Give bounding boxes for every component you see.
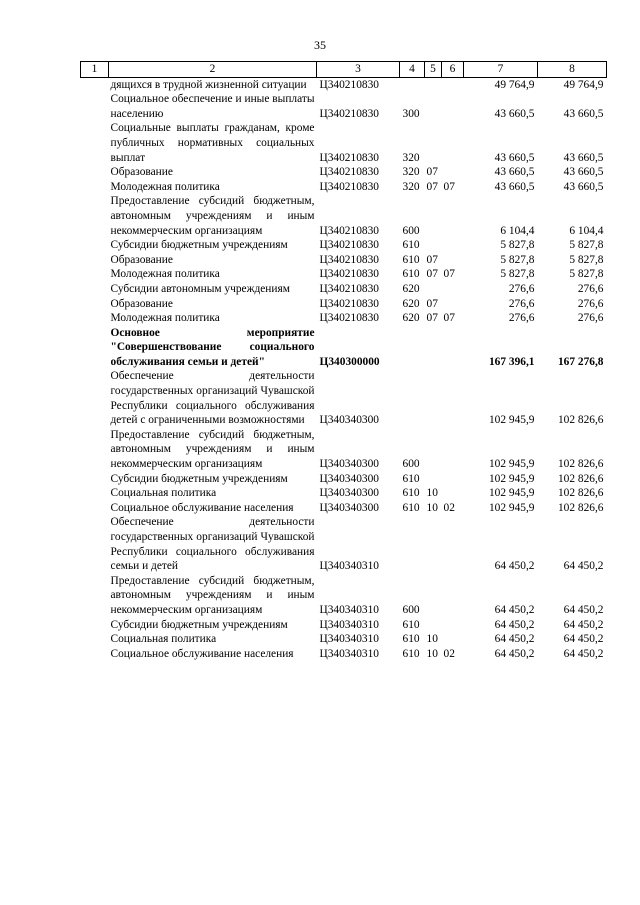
row-value-col8-cell: 43 660,5 <box>563 166 604 179</box>
row-name-cell: Молодежная политика <box>110 312 220 325</box>
table-row <box>81 472 607 487</box>
row-code-cell: Ц340210830 <box>319 268 379 281</box>
row-section-cell: 07 <box>426 268 438 281</box>
row-value-col8-cell: 5 827,8 <box>569 268 604 281</box>
row-number-cell <box>81 165 109 180</box>
col-header-5: 5 <box>425 62 442 78</box>
row-value-col7-cell: 64 450,2 <box>494 647 535 660</box>
row-value-col8-cell: 43 660,5 <box>563 180 604 193</box>
row-value-col8-cell: 276,6 <box>577 297 604 310</box>
row-number-cell <box>81 618 109 633</box>
row-subsection-cell <box>442 486 464 501</box>
row-number-cell <box>81 267 109 282</box>
row-name-cell: Образование <box>110 166 173 179</box>
row-value-col7-cell: 5 827,8 <box>500 253 535 266</box>
row-name-cell: Образование <box>110 253 173 266</box>
row-type-cell: 610 <box>402 239 420 252</box>
row-subsection-cell <box>442 238 464 253</box>
row-number-cell <box>81 77 109 92</box>
row-section-cell: 07 <box>426 297 438 310</box>
row-value-col8-cell: 64 450,2 <box>563 603 604 616</box>
table-row <box>81 121 607 165</box>
row-section-cell <box>425 194 442 238</box>
row-number-cell <box>81 121 109 165</box>
table-row <box>81 515 607 573</box>
row-code-cell: Ц340210830 <box>319 239 379 252</box>
row-number-cell <box>81 180 109 195</box>
row-value-col7-cell: 276,6 <box>508 297 535 310</box>
row-code-cell: Ц340210830 <box>319 312 379 325</box>
row-number-cell <box>81 194 109 238</box>
row-name-cell: Предоставление субсидий бюджетным, автономным учреждениям и иным некоммерческим организациям <box>110 574 315 616</box>
row-value-col8-cell: 6 104,4 <box>569 224 604 237</box>
row-type-cell: 320 <box>402 166 420 179</box>
row-value-col7-cell: 43 660,5 <box>494 166 535 179</box>
row-type-cell <box>400 326 425 370</box>
row-subsection-cell <box>442 574 464 618</box>
row-value-col7-cell: 102 945,9 <box>488 414 535 427</box>
row-name-cell: Предоставление субсидий бюджетным, автономным учреждениям и иным некоммерческим организациям <box>110 195 315 237</box>
row-value-col7-cell: 43 660,5 <box>494 180 535 193</box>
row-value-col7-cell: 64 450,2 <box>494 633 535 646</box>
col-header-3: 3 <box>317 62 400 78</box>
row-code-cell: Ц340340300 <box>319 472 379 485</box>
row-name-cell: Основное мероприятие "Совершенствование социального обслуживания семьи и детей" <box>110 326 315 368</box>
table-row <box>81 369 607 427</box>
row-name-cell: Социальное обслуживание населения <box>110 501 294 514</box>
row-type-cell: 610 <box>402 472 420 485</box>
row-code-cell: Ц340210830 <box>319 253 379 266</box>
row-number-cell <box>81 486 109 501</box>
row-value-col7-cell: 6 104,4 <box>500 224 535 237</box>
row-name-cell: Субсидии бюджетным учреждениям <box>110 618 288 631</box>
row-subsection-cell <box>442 297 464 312</box>
row-number-cell <box>81 297 109 312</box>
row-type-cell <box>400 369 425 427</box>
table-row <box>81 238 607 253</box>
row-number-cell <box>81 574 109 618</box>
row-code-cell: Ц340340310 <box>319 647 379 660</box>
row-code-cell: Ц340340300 <box>319 487 379 500</box>
row-code-cell: Ц340210830 <box>319 224 379 237</box>
row-section-cell <box>425 428 442 472</box>
row-value-col7-cell: 49 764,9 <box>494 78 535 91</box>
row-name-cell: Предоставление субсидий бюджетным, автономным учреждениям и иным некоммерческим организациям <box>110 428 315 471</box>
row-value-col8-cell: 64 450,2 <box>563 618 604 631</box>
page-number: 35 <box>314 38 326 52</box>
row-section-cell: 07 <box>426 253 438 266</box>
row-section-cell <box>425 77 442 92</box>
row-value-col7-cell: 43 660,5 <box>494 107 535 120</box>
table-row <box>81 647 607 662</box>
table-row <box>81 311 607 326</box>
row-section-cell: 10 <box>426 647 438 660</box>
col-header-8: 8 <box>538 62 607 78</box>
row-code-cell: Ц340210830 <box>319 297 379 310</box>
row-subsection-cell <box>442 121 464 165</box>
row-number-cell <box>81 428 109 472</box>
row-code-cell: Ц340210830 <box>319 180 379 193</box>
row-section-cell: 07 <box>426 180 438 193</box>
row-code-cell: Ц340340300 <box>319 501 379 514</box>
table-row <box>81 486 607 501</box>
row-value-col7-cell: 276,6 <box>508 282 535 295</box>
row-value-col7-cell: 43 660,5 <box>494 151 535 164</box>
table-row <box>81 180 607 195</box>
row-subsection-cell: 02 <box>443 501 455 514</box>
row-value-col7-cell: 102 945,9 <box>488 458 535 471</box>
row-code-cell: Ц340210830 <box>319 166 379 179</box>
row-number-cell <box>81 253 109 268</box>
row-subsection-cell <box>442 472 464 487</box>
row-name-cell: Молодежная политика <box>110 180 220 193</box>
row-number-cell <box>81 238 109 253</box>
row-value-col8-cell: 5 827,8 <box>569 253 604 266</box>
table-row <box>81 501 607 516</box>
col-header-4: 4 <box>400 62 425 78</box>
row-name-cell: Социальное обслуживание населения <box>110 647 294 660</box>
table-row <box>81 326 607 370</box>
row-value-col8-cell: 102 826,6 <box>557 472 604 485</box>
table-header-row <box>81 62 607 78</box>
budget-table <box>80 61 607 661</box>
table-body <box>81 77 607 661</box>
row-value-col8-cell: 102 826,6 <box>557 458 604 471</box>
row-type-cell: 610 <box>402 647 420 660</box>
row-value-col7-cell: 64 450,2 <box>494 618 535 631</box>
row-subsection-cell <box>442 282 464 297</box>
row-name-cell: Социальное обеспечение и иные выплаты населению <box>110 93 315 120</box>
row-section-cell <box>425 282 442 297</box>
row-type-cell: 620 <box>402 282 420 295</box>
table-row <box>81 165 607 180</box>
row-type-cell: 610 <box>402 633 420 646</box>
row-value-col7-cell: 5 827,8 <box>500 239 535 252</box>
table-row <box>81 618 607 633</box>
row-subsection-cell: 07 <box>443 312 455 325</box>
row-type-cell: 610 <box>402 618 420 631</box>
row-name-cell: Субсидии бюджетным учреждениям <box>110 472 288 485</box>
row-number-cell <box>81 326 109 370</box>
row-type-cell: 620 <box>402 297 420 310</box>
row-name-cell: Образование <box>110 297 173 310</box>
row-name-cell: Молодежная политика <box>110 268 220 281</box>
row-code-cell: Ц340300000 <box>319 355 380 368</box>
row-section-cell <box>425 574 442 618</box>
row-number-cell <box>81 501 109 516</box>
row-section-cell <box>425 618 442 633</box>
row-value-col7-cell: 167 396,1 <box>488 355 535 368</box>
row-value-col8-cell: 49 764,9 <box>563 78 604 91</box>
row-code-cell: Ц340340310 <box>319 603 379 616</box>
row-type-cell: 610 <box>402 501 420 514</box>
table-row <box>81 282 607 297</box>
row-type-cell: 600 <box>402 224 420 237</box>
row-value-col7-cell: 64 450,2 <box>494 603 535 616</box>
row-type-cell: 320 <box>402 151 420 164</box>
row-subsection-cell <box>442 194 464 238</box>
row-number-cell <box>81 515 109 573</box>
col-header-6: 6 <box>442 62 464 78</box>
row-section-cell <box>425 121 442 165</box>
row-section-cell: 10 <box>426 633 438 646</box>
row-type-cell: 620 <box>402 312 420 325</box>
row-section-cell <box>425 472 442 487</box>
row-subsection-cell <box>442 92 464 121</box>
row-section-cell <box>425 515 442 573</box>
table-row <box>81 267 607 282</box>
row-value-col7-cell: 64 450,2 <box>494 560 535 573</box>
table-row <box>81 632 607 647</box>
col-header-7: 7 <box>464 62 538 78</box>
row-value-col8-cell: 64 450,2 <box>563 633 604 646</box>
row-value-col8-cell: 5 827,8 <box>569 239 604 252</box>
row-name-cell: Социальная политика <box>110 487 217 500</box>
row-number-cell <box>81 282 109 297</box>
row-value-col8-cell: 276,6 <box>577 282 604 295</box>
row-section-cell: 07 <box>426 312 438 325</box>
row-type-cell: 610 <box>402 268 420 281</box>
row-type-cell: 600 <box>402 603 420 616</box>
row-code-cell: Ц340340300 <box>319 458 379 471</box>
row-code-cell: Ц340210830 <box>319 78 379 91</box>
row-value-col7-cell: 5 827,8 <box>500 268 535 281</box>
table-row <box>81 574 607 618</box>
row-subsection-cell <box>442 515 464 573</box>
row-subsection-cell <box>442 77 464 92</box>
row-number-cell <box>81 92 109 121</box>
row-name-cell: Субсидии бюджетным учреждениям <box>110 239 288 252</box>
row-section-cell <box>425 326 442 370</box>
row-value-col8-cell: 102 826,6 <box>557 414 604 427</box>
row-subsection-cell <box>442 369 464 427</box>
table-row <box>81 194 607 238</box>
row-number-cell <box>81 472 109 487</box>
row-section-cell: 07 <box>426 166 438 179</box>
row-subsection-cell: 07 <box>443 268 455 281</box>
row-code-cell: Ц340210830 <box>319 107 379 120</box>
row-name-cell: дящихся в трудной жизненной ситуации <box>110 78 307 91</box>
row-number-cell <box>81 647 109 662</box>
row-name-cell: Субсидии автономным учреждениям <box>110 282 290 295</box>
row-value-col8-cell: 64 450,2 <box>563 647 604 660</box>
row-subsection-cell <box>442 326 464 370</box>
row-name-cell: Социальные выплаты гражданам, кроме публичных нормативных социальных выплат <box>110 122 315 164</box>
row-name-cell: Обеспечение деятельности государственных организаций Чувашской Республики социального обслуживания детей с ограниченными возможностями <box>110 370 315 427</box>
row-subsection-cell <box>442 632 464 647</box>
row-subsection-cell: 02 <box>443 647 455 660</box>
row-subsection-cell: 07 <box>443 180 455 193</box>
row-code-cell: Ц340340310 <box>319 618 379 631</box>
row-code-cell: Ц340340300 <box>319 414 379 427</box>
row-section-cell: 10 <box>426 501 438 514</box>
row-type-cell <box>400 77 425 92</box>
row-number-cell <box>81 311 109 326</box>
row-number-cell <box>81 369 109 427</box>
table-row <box>81 77 607 92</box>
row-type-cell: 610 <box>402 487 420 500</box>
row-value-col8-cell: 43 660,5 <box>563 107 604 120</box>
row-value-col8-cell: 64 450,2 <box>563 560 604 573</box>
row-value-col8-cell: 102 826,6 <box>557 487 604 500</box>
row-name-cell: Обеспечение деятельности государственных организаций Чувашской Республики социального обслуживания семьи и детей <box>110 516 315 573</box>
row-code-cell: Ц340210830 <box>319 282 379 295</box>
row-code-cell: Ц340340310 <box>319 560 379 573</box>
row-subsection-cell <box>442 253 464 268</box>
row-section-cell <box>425 238 442 253</box>
row-subsection-cell <box>442 428 464 472</box>
col-header-2: 2 <box>109 62 317 78</box>
row-name-cell: Социальная политика <box>110 633 217 646</box>
row-value-col7-cell: 102 945,9 <box>488 472 535 485</box>
table-row <box>81 297 607 312</box>
row-code-cell: Ц340210830 <box>319 151 379 164</box>
row-type-cell <box>400 515 425 573</box>
row-type-cell: 320 <box>402 180 420 193</box>
row-section-cell: 10 <box>426 487 438 500</box>
col-header-1: 1 <box>81 62 109 78</box>
row-type-cell: 600 <box>402 458 420 471</box>
row-value-col7-cell: 276,6 <box>508 312 535 325</box>
table-row <box>81 428 607 472</box>
row-number-cell <box>81 632 109 647</box>
row-value-col8-cell: 167 276,8 <box>557 355 604 368</box>
row-value-col8-cell: 43 660,5 <box>563 151 604 164</box>
row-section-cell <box>425 92 442 121</box>
table-row <box>81 253 607 268</box>
row-code-cell: Ц340340310 <box>319 633 379 646</box>
row-value-col8-cell: 276,6 <box>577 312 604 325</box>
row-subsection-cell <box>442 618 464 633</box>
row-value-col7-cell: 102 945,9 <box>488 501 535 514</box>
row-type-cell: 610 <box>402 253 420 266</box>
row-section-cell <box>425 369 442 427</box>
row-subsection-cell <box>442 165 464 180</box>
row-value-col7-cell: 102 945,9 <box>488 487 535 500</box>
row-type-cell: 300 <box>402 107 420 120</box>
table-row <box>81 92 607 121</box>
row-value-col8-cell: 102 826,6 <box>557 501 604 514</box>
